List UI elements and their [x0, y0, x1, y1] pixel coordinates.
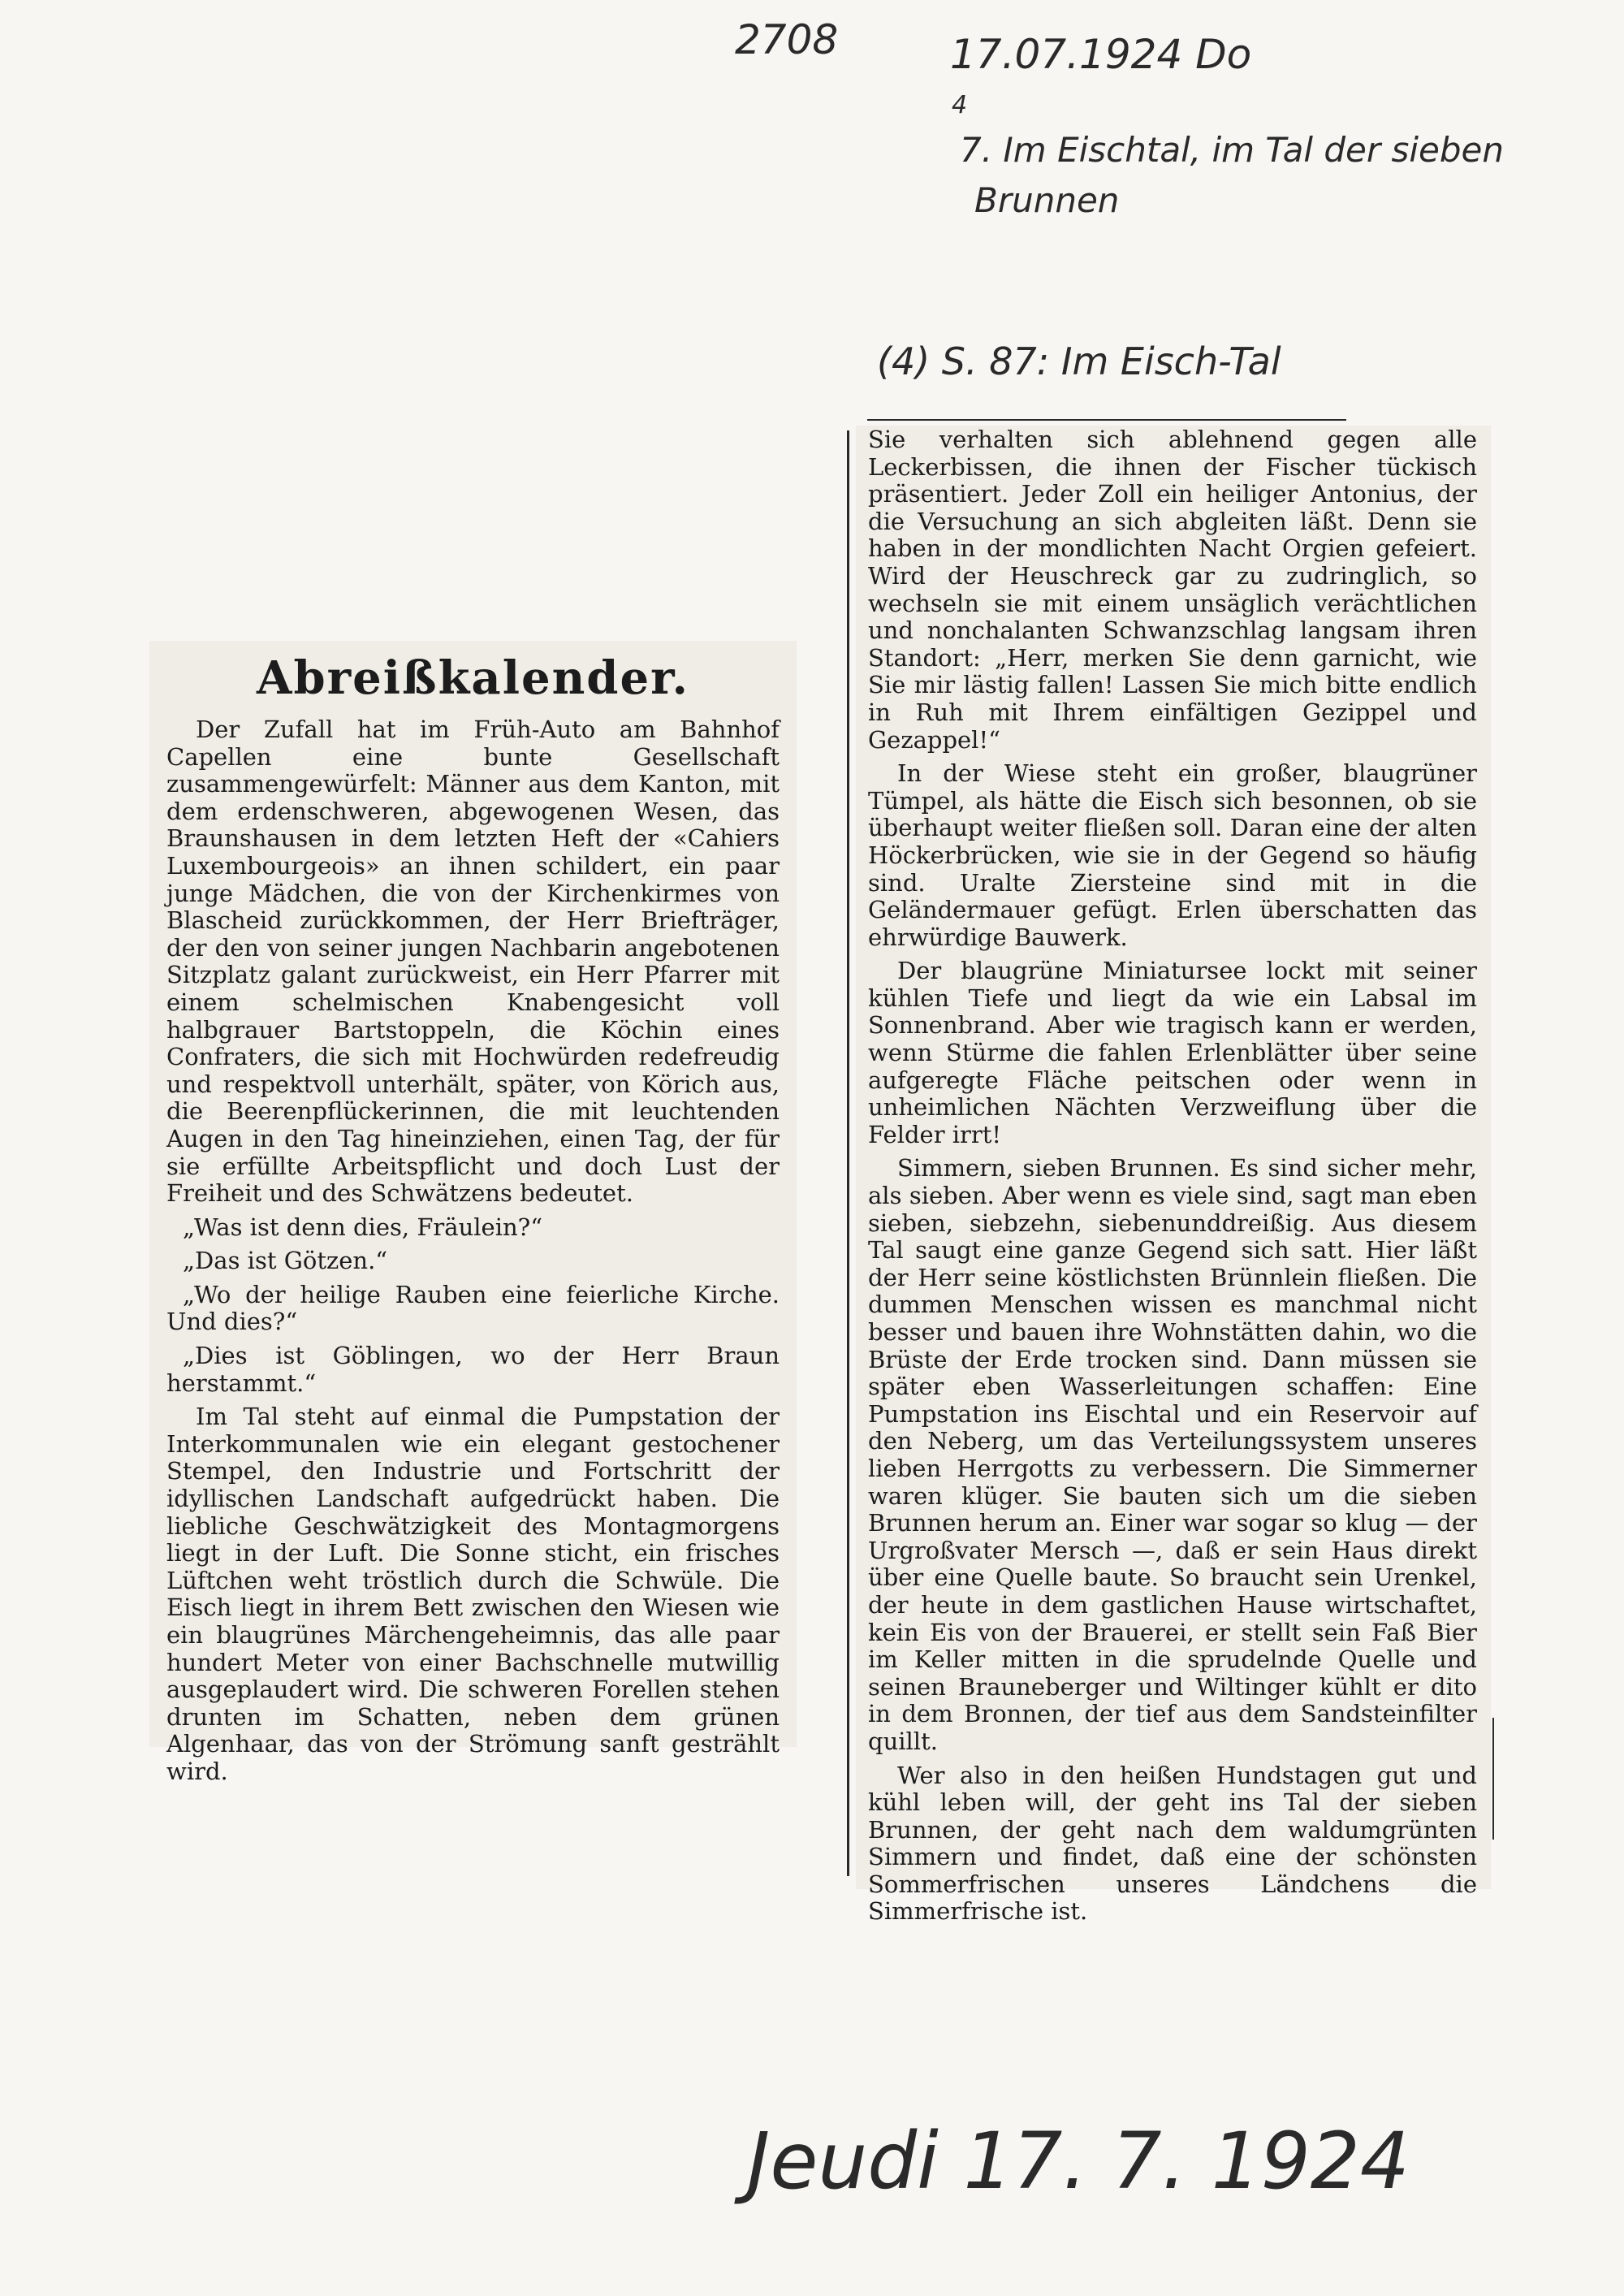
right-paragraph-4: Simmern, sieben Brunnen. Es sind sicher mehr, als sieben. Aber wenn es viele sind, sagt man eben sieben, siebzehn, siebenunddreißig. Aus diesem Tal saugt eine ganze Gegend sich satt. Hier läßt der Herr seine köstlichsten Brünnlein fließen. Die dummen Menschen wissen es manchmal nicht besser und bauen ihre Wohnstätten dahin, wo die Brüste der Erde trocken sind. Dann müssen sie später eben Wasserleitungen schaffen: Eine Pumpstation ins Eischtal und ein Reservoir auf den Neberg, um das Verteilungssystem unseres lieben Herrgotts zu verbessern. Die Simmerner waren klüger. Sie bauten sich um die sieben Brunnen herum an. Einer war sogar so klug — der Urgroßvater Mersch —, daß er sein Haus direkt über eine Quelle baute. So braucht sein Urenkel, der heute in dem gastlichen Hause wirtschaftet, kein Eis von der Brauerei, er stellt sein Faß Bier im Keller mitten in die sprudelnde Quelle und seinen Brauneberger und Wiltinger kühlt er dito in dem Bronnen, der tief aus dem Sandsteinfilter quillt. — [868, 1154, 1477, 1755]
note-number: 4 — [952, 91, 968, 119]
clipping-title: Abreißkalender. — [257, 651, 689, 705]
left-paragraph-4: „Wo der heilige Rauben eine feierliche Kirche. Und dies?“ — [166, 1280, 780, 1336]
archive-number: 2708 — [735, 16, 839, 63]
left-paragraph-1: Der Zufall hat im Früh-Auto am Bahnhof Capellen eine bunte Gesellschaft zusammengewürfelt: Männer aus dem Kanton, mit dem erdenschweren, abgewogenen Wesen, das Braunshausen in dem letzten Heft der «Cahiers Luxembourgeois» an ihnen schildert, ein paar junge Mädchen, die von der Kirchenkirmes von Blascheid zurückkommen, der Herr Briefträger, der den von seiner jungen Nachbarin angebotenen Sitzplatz galant zurückweist, ein Herr Pfarrer mit einem schelmischen Knabengesicht voll halbgrauer Bartstoppeln, die Köchin eines Confraters, die sich mit Hochwürden redefreudig und respektvoll unterhält, später, von Körich aus, die Beerenpflückerinnen, die mit leuchtenden Augen in den Tag hineinziehen, einen Tag, der für sie erfüllte Arbeitspflicht und doch Lust der Freiheit und des Schwätzens bedeutet. — [166, 716, 780, 1208]
right-paragraph-2: In der Wiese steht ein großer, blaugrüner Tümpel, als hätte die Eisch sich besonnen, ob sie überhaupt weiter fließen soll. Daran eine der alten Höckerbrücken, wie sie in der Gegend so häufig sind. Uralte Ziersteine sind mit in die Geländermauer gefügt. Erlen überschatten das ehrwürdige Bauwerk. — [868, 759, 1477, 951]
left-paragraph-3: „Das ist Götzen.“ — [183, 1247, 388, 1275]
right-paragraph-1: Sie verhalten sich ablehnend gegen alle Leckerbissen, die ihnen der Fischer tückisch präsentiert. Jeder Zoll ein heiliger Antonius, der die Versuchung an sich abgleiten läßt. Denn sie haben in der mondlichten Nacht Orgien gefeiert. Wird der Heuschreck gar zu zudringlich, so wechseln sie mit einem unsäglich verächtlichen und nonchalanten Schwanzschlag langsam ihren Standort: „Herr, merken Sie denn garnicht, wie Sie mir lästig fallen! Lassen Sie mich bitte endlich in Ruh mit Ihrem einfältigen Gezippel und Gezappel!“ — [868, 426, 1477, 754]
note-line-1: 7. Im Eischtal, im Tal der sieben — [960, 130, 1505, 170]
right-clipping-heading: (4) S. 87: Im Eisch-Tal — [877, 339, 1281, 383]
right-clipping — [857, 426, 1490, 1926]
right-paragraph-3: Der blaugrüne Miniatursee lockt mit seiner kühlen Tiefe und liegt da wie ein Labsal im Sonnenbrand. Aber wie tragisch kann er werden, wenn Stürme die fahlen Erlenblätter über seine aufgeregte Fläche peitschen oder wenn in unheimlichen Nächten Verzweiflung über die Felder irrt! — [868, 957, 1477, 1148]
left-paragraph-6: Im Tal steht auf einmal die Pumpstation der Interkommunalen wie ein elegant gestochener Stempel, den Industrie und Fortschritt der idyllischen Landschaft aufgedrückt haben. Die liebliche Geschwätzigkeit des Montagmorgens liegt in der Luft. Die Sonne sticht, ein frisches Lüftchen weht tröstlich durch die Schwüle. Die Eisch liegt in ihrem Bett zwischen den Wiesen wie ein blaugrünes Märchengeheimnis, das alle paar hundert Meter von einer Bachschnelle mutwillig ausgeplaudert wird. Die schweren Forellen stehen drunten im Schatten, neben dem grünen Algenhaar, das von der Strömung sanft gestrählt wird. — [166, 1403, 780, 1785]
heading-underline — [867, 419, 1346, 421]
bottom-date: Jeudi 17. 7. 1924 — [747, 2116, 1410, 2207]
archive-date: 17.07.1924 Do — [950, 31, 1252, 78]
left-clipping — [150, 642, 796, 1785]
right-margin-line — [847, 430, 849, 1876]
right-edge-mark — [1492, 1718, 1494, 1840]
note-line-2: Brunnen — [974, 180, 1120, 220]
left-paragraph-5: „Dies ist Göblingen, wo der Herr Braun herstammt.“ — [166, 1342, 780, 1397]
right-paragraph-5: Wer also in den heißen Hundstagen gut und kühl leben will, der geht ins Tal der sieben Brunnen, der geht nach dem waldumgrünten Simmern und findet, daß eine der schönsten Sommerfrischen unseres Ländchens die Simmerfrische ist. — [868, 1761, 1477, 1926]
left-paragraph-2: „Was ist denn dies, Fräulein?“ — [183, 1213, 543, 1241]
